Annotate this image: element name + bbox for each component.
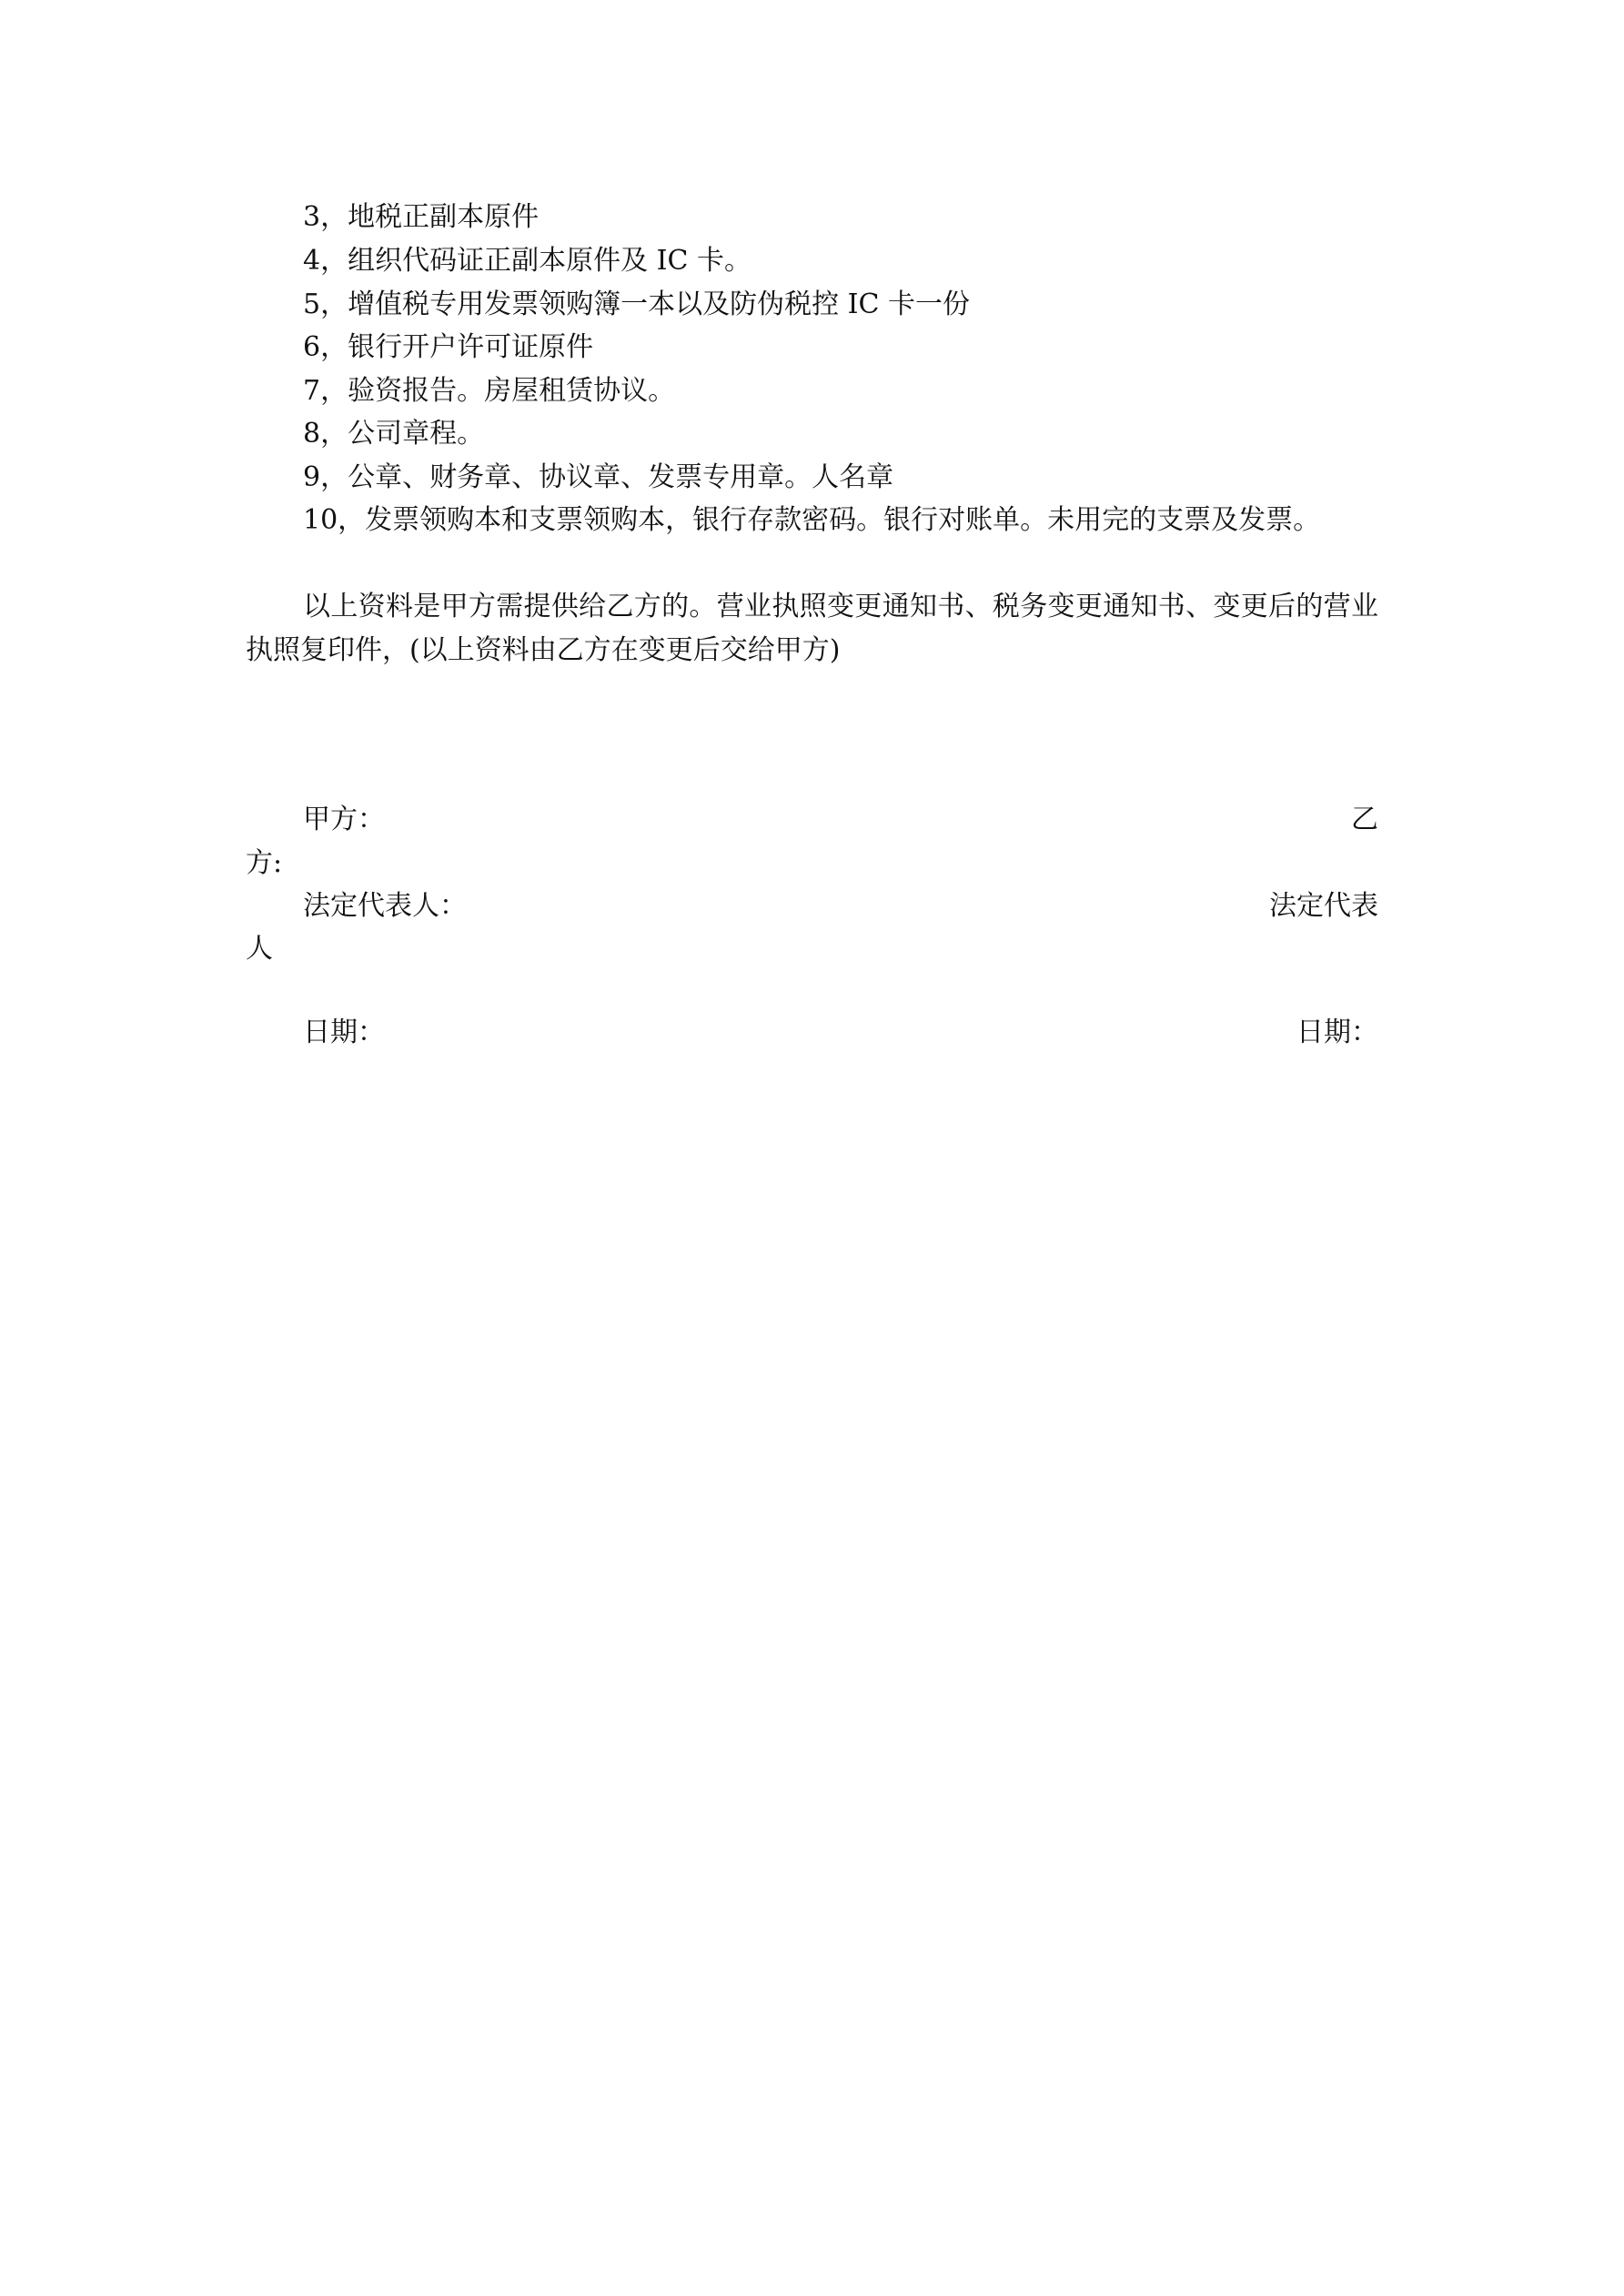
date-b-label: 日期： [1296, 1017, 1378, 1048]
party-b-rep-label-line2: 人 [246, 933, 273, 965]
list-item: 6，银行开户许可证原件 [303, 331, 594, 363]
party-a-label: 甲方： [303, 804, 385, 835]
party-a-rep-label: 法定代表人： [303, 890, 467, 922]
list-item: 4，组织代码证正副本原件及 IC 卡。 [303, 245, 751, 277]
party-b-rep-label-line1: 法定代表 [1269, 890, 1378, 922]
list-item: 3，地税正副本原件 [303, 201, 540, 233]
date-a-label: 日期： [303, 1017, 385, 1048]
party-b-label-line2: 方: [246, 847, 283, 879]
list-item: 8，公司章程。 [303, 418, 485, 450]
list-item: 5，增值税专用发票领购簿一本以及防伪税控 IC 卡一份 [303, 288, 970, 320]
list-item: 10，发票领购本和支票领购本，银行存款密码。银行对账单。未用完的支票及发票。 [303, 504, 1321, 536]
body-paragraph: 以上资料是甲方需提供给乙方的。营业执照变更通知书、税务变更通知书、变更后的营业执照复印件，(以上资料由乙方在变更后交给甲方) [246, 591, 1378, 666]
list-item: 9，公章、财务章、协议章、发票专用章。人名章 [303, 461, 894, 493]
list-item: 7，验资报告。房屋租赁协议。 [303, 375, 676, 407]
party-b-label-line1: 乙 [1351, 804, 1378, 835]
